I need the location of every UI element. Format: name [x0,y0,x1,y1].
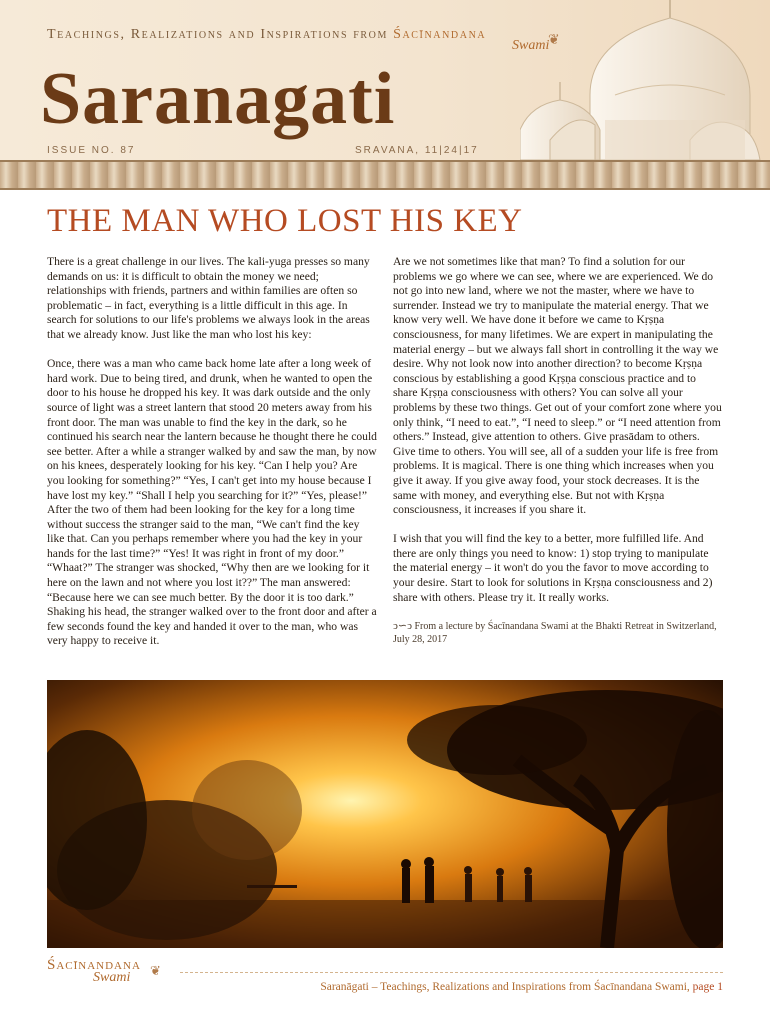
article-source [393,620,723,646]
source-text: From a lecture by Śacīnandana Swami at the Bhakti Retreat in Switzerland, July 28, 2017 [393,620,717,645]
footer-logo: Śacīnandana [47,957,141,973]
tagline-brand-sub: Swami [512,38,550,53]
newsletter-title: Saranagati [40,58,396,140]
masthead [0,0,770,160]
article-column-right [393,255,723,660]
footer-text [320,981,723,993]
article-paragraph: Are we not sometimes like that man? To find a solution for our problems we go where we can see, where we are experienced. We do not go into new land, where we not the master, where we have to surrender. Instead we try to manipulate the material energy. That we know very well. We have done it before we came to Kṛṣṇa consciousness, for many lifetimes. We are expert in manipulating the material energy – but we always fall short in controlling it the way we desire. Why not look now into another direction? to become Kṛṣṇa conscious by establishing a good Kṛṣṇa conscious practice and to share Kṛṣṇa consciousness with others? You can solve all your problems by these two things. Get out of your comfort zone where you only think, “I need to eat.”, “I need to sleep.” or “I need attention from others.” Instead, give attention to others. Give prasādam to others. Give time to others. You will see, all of a sudden your life is free from problems. It is magical. There is one thing which increases when you give it away. If you give away food, your stock decreases. It is the same with money, and everything else. But not with Kṛṣṇa consciousness, it increases if you share it. [393,255,722,517]
article-paragraph: I wish that you will find the key to a better, more fulfilled life. And there are only things you need to know: 1) stop trying to manipulate the material energy – it won't do you the favor to move according to your desire. Start to look for solutions in Kṛṣṇa consciousness and 2) share with others. Please try it. It really works. [393,532,713,604]
masthead-tagline [47,27,486,43]
ornament-flourish-icon: ❦ [548,33,560,48]
palace-domes-image [520,0,770,160]
footer-caption: Saranāgati – Teachings, Realizations and Inspirations from Śacīnandana Swami, [320,981,690,993]
footer-logo-sub: Swami [93,970,131,985]
foggy-sunrise-photo [47,680,723,948]
lotus-ornament-icon: ↄ∽ↄ [393,619,412,632]
tagline-prefix: Teachings, Realizations and Inspirations from [47,27,388,42]
article-column-left [47,255,377,664]
footer-divider [180,972,723,973]
article-paragraph: There is a great challenge in our lives. The kali-yuga presses so many demands on us: it is difficult to obtain the money we need; relationships with friends, partners and within families are often so problematic – in fact, everything is a little difficult in this age. In search for solutions to our life's problems we always look in the areas that we already know. Just like the man who lost his key: [47,255,370,341]
tagline-brand: Śacīnandana [393,27,487,42]
ornamental-border [0,160,770,190]
ornament-flourish-icon: ❦ [150,963,161,978]
issue-number: ISSUE NO. 87 [47,145,136,156]
article-paragraph: Once, there was a man who came back home late after a long week of hard work. Due to being tired, and drunk, when he wanted to open the door to his house he dropped his key. It was dark outside and the only source of light was a street lantern that stood 20 meters away from his front door. The man was unable to find the key in the dark, so he continued his search near the lantern because he thought there he could see better. After a while a stranger walked by and saw the man, by now on his knees, desperately looking for his key. “Can I help you? Are you looking for something?” “Yes, I can't get into my house because I have lost my key.” “Shall I help you searching for it?” “Yes, please!” After the two of them had been looking for the key for a long time without success the stranger said to the man, “We can't find the key like that. Can you perhaps remember where you had the key in your hands for the last time?” “Yes! It was right in front of my door.” “Whaat?” The stranger was shocked, “Why then are we looking for it here on the lawn and not where you lost it??” The man answered: “Because here we can see much better. By the door it is too dark.” Shaking his head, the stranger walked over to the front door and after a few seconds found the key and handed it over to the man, who was very happy to receive it. [47,357,377,648]
article-title: THE MAN WHO LOST HIS KEY [47,203,523,239]
page-number: page 1 [692,981,723,993]
issue-date: SRAVANA, 11|24|17 [355,145,479,156]
